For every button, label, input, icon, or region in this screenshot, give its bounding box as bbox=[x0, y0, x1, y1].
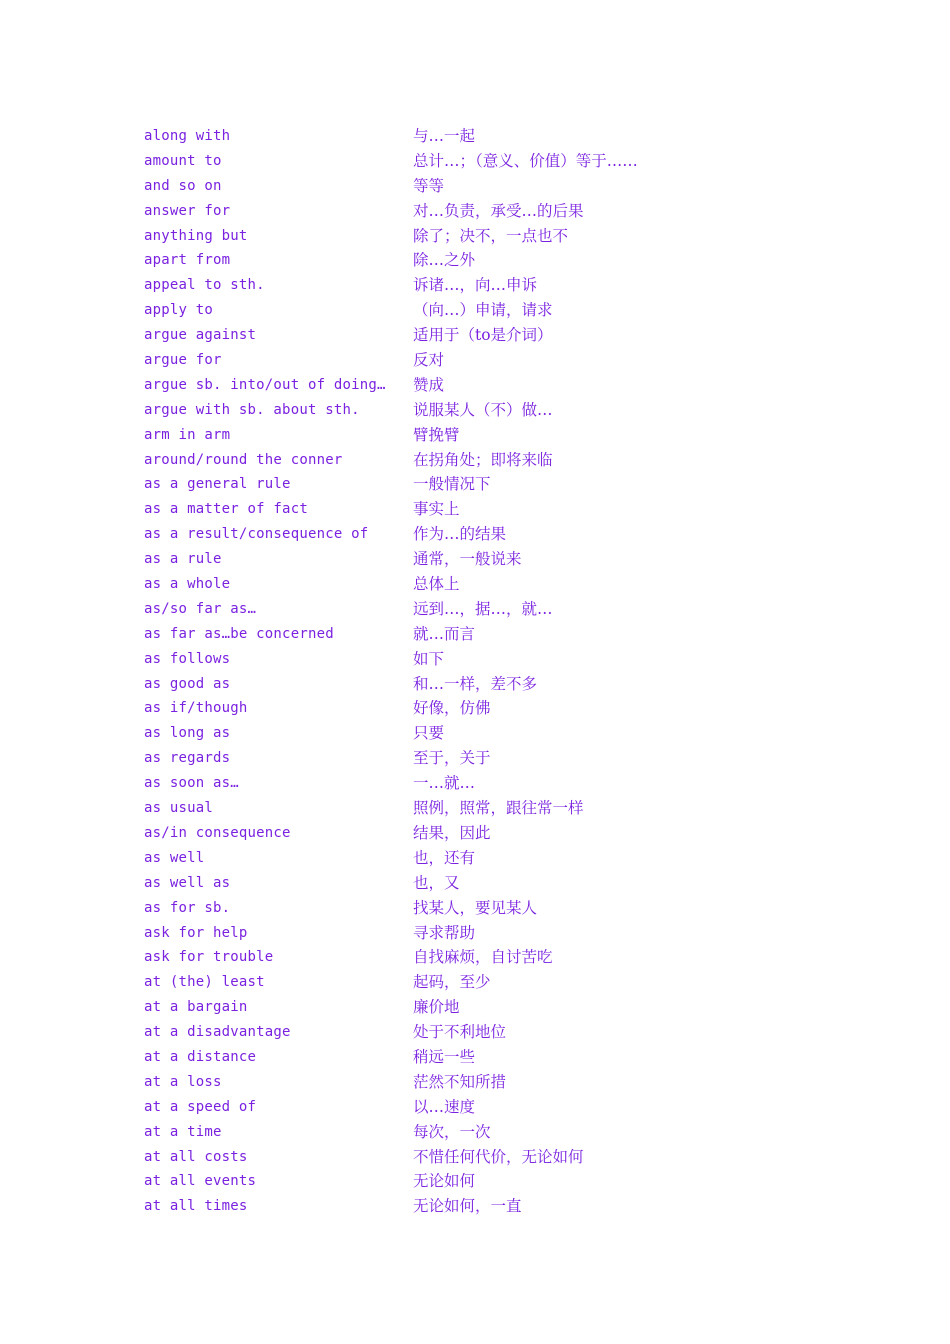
english-phrase: as regards bbox=[144, 750, 231, 767]
english-phrase: argue for bbox=[144, 352, 222, 369]
chinese-meaning: 廉价地 bbox=[413, 998, 460, 1017]
phrase-row bbox=[144, 672, 864, 697]
chinese-meaning: 稍远一些 bbox=[413, 1047, 476, 1066]
phrase-row bbox=[144, 547, 864, 572]
phrase-row bbox=[144, 497, 864, 522]
english-phrase: argue with sb. about sth. bbox=[144, 401, 360, 418]
phrase-row bbox=[144, 273, 864, 298]
chinese-meaning: 照例，照常，跟往常一样 bbox=[413, 799, 584, 818]
english-phrase: as well as bbox=[144, 874, 231, 891]
phrase-row bbox=[144, 1169, 864, 1194]
chinese-meaning: 寻求帮助 bbox=[413, 923, 476, 942]
chinese-meaning: 自找麻烦，自讨苦吃 bbox=[413, 948, 553, 967]
english-phrase: at a time bbox=[144, 1123, 222, 1140]
chinese-meaning: 好像，仿佛 bbox=[413, 699, 491, 718]
phrase-row bbox=[144, 871, 864, 896]
english-phrase: as a rule bbox=[144, 551, 222, 568]
english-phrase: at all costs bbox=[144, 1148, 248, 1165]
chinese-meaning: 茫然不知所措 bbox=[413, 1072, 507, 1091]
phrase-row bbox=[144, 921, 864, 946]
phrase-row bbox=[144, 174, 864, 199]
english-phrase: as/so far as… bbox=[144, 600, 257, 617]
chinese-meaning: 对…负责，承受…的后果 bbox=[413, 201, 584, 220]
english-phrase: along with bbox=[144, 128, 231, 144]
chinese-meaning: 和…一样，差不多 bbox=[413, 674, 538, 693]
phrase-row bbox=[144, 796, 864, 821]
phrase-row bbox=[144, 821, 864, 846]
english-phrase: around/round the conner bbox=[144, 451, 343, 468]
phrase-row bbox=[144, 423, 864, 448]
phrase-row bbox=[144, 1045, 864, 1070]
english-phrase: as for sb. bbox=[144, 899, 231, 916]
chinese-meaning: 结果，因此 bbox=[413, 823, 491, 842]
english-phrase: arm in arm bbox=[144, 426, 231, 443]
phrase-row bbox=[144, 298, 864, 323]
phrase-row bbox=[144, 622, 864, 647]
phrase-row bbox=[144, 398, 864, 423]
chinese-meaning: 除…之外 bbox=[413, 251, 476, 270]
english-phrase: as good as bbox=[144, 675, 231, 692]
chinese-meaning: 至于，关于 bbox=[413, 749, 491, 768]
chinese-meaning: 臂挽臂 bbox=[413, 425, 460, 444]
english-phrase: as a matter of fact bbox=[144, 501, 308, 518]
english-phrase: at all times bbox=[144, 1198, 248, 1215]
phrase-row bbox=[144, 846, 864, 871]
english-phrase: as if/though bbox=[144, 700, 248, 717]
chinese-meaning: 处于不利地位 bbox=[413, 1023, 507, 1042]
phrase-row bbox=[144, 572, 864, 597]
english-phrase: at a speed of bbox=[144, 1098, 257, 1115]
chinese-meaning: 说服某人（不）做… bbox=[413, 400, 553, 419]
chinese-meaning: 以…速度 bbox=[413, 1097, 476, 1116]
english-phrase: as a result/consequence of bbox=[144, 526, 369, 543]
chinese-meaning: 也，又 bbox=[413, 873, 460, 892]
phrase-row bbox=[144, 522, 864, 547]
english-phrase: as follows bbox=[144, 650, 231, 667]
chinese-meaning: （向…）申请，请求 bbox=[413, 301, 553, 320]
chinese-meaning: 通常，一般说来 bbox=[413, 550, 522, 569]
chinese-meaning: 总计…；（意义、价值）等于…… bbox=[413, 151, 638, 170]
english-phrase: anything but bbox=[144, 227, 248, 244]
chinese-meaning: 等等 bbox=[413, 176, 445, 195]
phrase-row bbox=[144, 771, 864, 796]
phrase-row bbox=[144, 995, 864, 1020]
english-phrase: amount to bbox=[144, 152, 222, 169]
english-phrase: at a distance bbox=[144, 1048, 257, 1065]
phrase-row bbox=[144, 647, 864, 672]
chinese-meaning: 一…就… bbox=[413, 774, 476, 793]
chinese-meaning: 事实上 bbox=[413, 500, 460, 519]
chinese-meaning: 就…而言 bbox=[413, 624, 476, 643]
chinese-meaning: 无论如何，一直 bbox=[413, 1197, 522, 1216]
phrase-row bbox=[144, 896, 864, 921]
chinese-meaning: 不惜任何代价，无论如何 bbox=[413, 1147, 584, 1166]
phrase-row bbox=[144, 323, 864, 348]
english-phrase: and so on bbox=[144, 177, 222, 194]
phrase-row bbox=[144, 373, 864, 398]
chinese-meaning: 赞成 bbox=[413, 375, 445, 394]
chinese-meaning: 总体上 bbox=[413, 575, 460, 594]
english-phrase: argue sb. into/out of doing… bbox=[144, 376, 386, 393]
chinese-meaning: 只要 bbox=[413, 724, 445, 743]
phrase-row bbox=[144, 248, 864, 273]
phrase-row bbox=[144, 746, 864, 771]
chinese-meaning: 诉诸…，向…申诉 bbox=[413, 276, 538, 295]
english-phrase: at all events bbox=[144, 1173, 257, 1190]
english-phrase: answer for bbox=[144, 202, 231, 219]
phrase-row bbox=[144, 1070, 864, 1095]
chinese-meaning: 与…一起 bbox=[413, 127, 476, 145]
phrase-row bbox=[144, 1145, 864, 1170]
english-phrase: at a loss bbox=[144, 1073, 222, 1090]
chinese-meaning: 作为…的结果 bbox=[413, 525, 507, 544]
english-phrase: appeal to sth. bbox=[144, 277, 265, 294]
phrase-row bbox=[144, 149, 864, 174]
phrase-row bbox=[144, 970, 864, 995]
phrase-row bbox=[144, 1095, 864, 1120]
chinese-meaning: 如下 bbox=[413, 649, 445, 668]
chinese-meaning: 也，还有 bbox=[413, 848, 476, 867]
phrase-row bbox=[144, 1120, 864, 1145]
english-phrase: as usual bbox=[144, 800, 214, 817]
english-phrase: apply to bbox=[144, 302, 214, 319]
phrase-row bbox=[144, 696, 864, 721]
english-phrase: as well bbox=[144, 849, 205, 866]
english-phrase: at a bargain bbox=[144, 999, 248, 1016]
phrase-row bbox=[144, 597, 864, 622]
english-phrase: as/in consequence bbox=[144, 824, 291, 841]
phrase-row bbox=[144, 721, 864, 746]
english-phrase: at (the) least bbox=[144, 974, 265, 991]
phrase-row bbox=[144, 945, 864, 970]
phrase-row bbox=[144, 124, 864, 149]
phrase-row bbox=[144, 199, 864, 224]
english-phrase: apart from bbox=[144, 252, 231, 269]
chinese-meaning: 反对 bbox=[413, 351, 445, 370]
chinese-meaning: 适用于（to是介词） bbox=[413, 326, 553, 345]
chinese-meaning: 除了；决不，一点也不 bbox=[413, 226, 569, 245]
english-phrase: as soon as… bbox=[144, 775, 239, 792]
chinese-meaning: 远到…，据…，就… bbox=[413, 599, 553, 618]
phrase-row bbox=[144, 1020, 864, 1045]
english-phrase: as a whole bbox=[144, 576, 231, 593]
phrase-row bbox=[144, 224, 864, 249]
chinese-meaning: 无论如何 bbox=[413, 1172, 476, 1191]
phrase-row bbox=[144, 348, 864, 373]
phrase-row bbox=[144, 1194, 864, 1219]
chinese-meaning: 起码，至少 bbox=[413, 973, 491, 992]
english-phrase: ask for trouble bbox=[144, 949, 274, 966]
english-phrase: ask for help bbox=[144, 924, 248, 941]
english-phrase: as far as…be concerned bbox=[144, 625, 334, 642]
chinese-meaning: 一般情况下 bbox=[413, 475, 491, 494]
english-phrase: as long as bbox=[144, 725, 231, 742]
phrase-row bbox=[144, 472, 864, 497]
english-phrase: at a disadvantage bbox=[144, 1024, 291, 1041]
english-phrase: as a general rule bbox=[144, 476, 291, 493]
phrase-list bbox=[144, 124, 864, 1219]
chinese-meaning: 找某人，要见某人 bbox=[413, 898, 538, 917]
english-phrase: argue against bbox=[144, 327, 257, 344]
phrase-row bbox=[144, 448, 864, 473]
chinese-meaning: 在拐角处；即将来临 bbox=[413, 450, 553, 469]
chinese-meaning: 每次，一次 bbox=[413, 1122, 491, 1141]
